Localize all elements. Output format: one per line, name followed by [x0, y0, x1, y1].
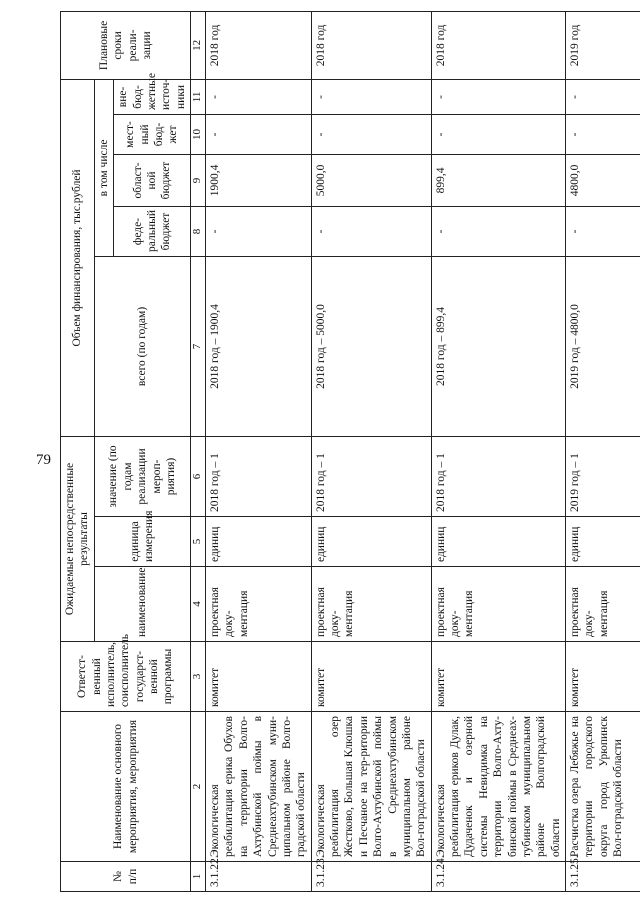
- table-row: [206, 11, 312, 891]
- row-fin-total: 2018 год – 5000,0: [311, 256, 431, 436]
- row-fin-total: 2018 год – 899,4: [431, 256, 565, 436]
- header-fin-local: мест-ный бюд-жет: [114, 114, 191, 154]
- row-fin-regional: 5000,0: [311, 154, 431, 206]
- rotated-table-container: [60, 12, 625, 892]
- row-fin-local: -: [566, 114, 640, 154]
- col-number: 6: [191, 436, 206, 516]
- row-fin-regional: 899,4: [431, 154, 565, 206]
- row-fin-federal: -: [206, 206, 312, 256]
- row-res-name: проектная доку-ментация: [431, 567, 565, 642]
- row-terms: 2018 год: [431, 11, 565, 79]
- col-number: 12: [191, 11, 206, 79]
- table-row: [431, 11, 565, 891]
- row-num: 3.1.22.: [206, 862, 312, 892]
- header-results: Ожидаемые непосредственные результаты: [61, 436, 95, 641]
- header-terms: Плановые сроки реали-зации: [61, 11, 191, 79]
- row-res-unit: единиц: [566, 517, 640, 567]
- table-row: [566, 11, 640, 891]
- row-terms: 2019 год: [566, 11, 640, 79]
- col-number: 11: [191, 79, 206, 114]
- row-name: Экологическая реабилитация ериков Дулак, Дудаченок и озерной системы Невидимка на территории Волго-Ахту-бинской поймы в Среднеах-тубинском муниципальном районе Волгоградской области: [431, 712, 565, 862]
- col-number: 2: [191, 712, 206, 862]
- header-row-1: [61, 11, 95, 891]
- col-number: 10: [191, 114, 206, 154]
- row-res-unit: единиц: [431, 517, 565, 567]
- header-finance: Объем финансирования, тыс.рублей: [61, 79, 95, 436]
- header-res-name: наименование: [94, 567, 190, 642]
- row-executor: комитет: [311, 642, 431, 712]
- header-fin-regional: област-ной бюджет: [114, 154, 191, 206]
- row-res-value: 2018 год – 1: [206, 436, 312, 516]
- row-executor: комитет: [566, 642, 640, 712]
- program-table: [60, 11, 640, 892]
- col-number: 4: [191, 567, 206, 642]
- col-number: 5: [191, 517, 206, 567]
- header-fin-extra: вне-бюд-жетные источ-ники: [114, 79, 191, 114]
- row-fin-local: -: [311, 114, 431, 154]
- row-fin-regional: 1900,4: [206, 154, 312, 206]
- row-res-value: 2018 год – 1: [311, 436, 431, 516]
- col-number: 9: [191, 154, 206, 206]
- header-fin-incl: в том числе: [94, 79, 113, 256]
- row-fin-federal: -: [311, 206, 431, 256]
- row-num: 3.1.23.: [311, 862, 431, 892]
- header-executor: Ответст-венный исполнитель, соисполнитель государст-венной программы: [61, 642, 191, 712]
- row-fin-federal: -: [431, 206, 565, 256]
- header-res-value: значение (по годам реализации мероп-риятия): [94, 436, 190, 516]
- column-numbers-row: [191, 11, 206, 891]
- row-terms: 2018 год: [206, 11, 312, 79]
- row-fin-extra: -: [206, 79, 312, 114]
- row-fin-local: -: [206, 114, 312, 154]
- row-name: Экологическая реабилитация ерика Обухов на территории Волго-Ахтубинской поймы в Среднеахтубинском муни-ципальном районе Волго-градской области: [206, 712, 312, 862]
- row-res-name: проектная доку-ментация: [206, 567, 312, 642]
- header-fin-federal: феде-ральный бюджет: [114, 206, 191, 256]
- row-name: Расчистка озера Лебяжье на территории городского округа город Урюпинск Вол-гоградской области: [566, 712, 640, 862]
- row-fin-extra: -: [566, 79, 640, 114]
- row-fin-extra: -: [311, 79, 431, 114]
- col-number: 3: [191, 642, 206, 712]
- row-num: 3.1.24.: [431, 862, 565, 892]
- row-res-name: проектная доку-ментация: [311, 567, 431, 642]
- row-res-name: проектная доку-ментация: [566, 567, 640, 642]
- col-number: 7: [191, 256, 206, 436]
- header-name: Наименование основного мероприятия, мероприятия: [61, 712, 191, 862]
- row-terms: 2018 год: [311, 11, 431, 79]
- row-fin-total: 2019 год – 4800,0: [566, 256, 640, 436]
- col-number: 1: [191, 862, 206, 892]
- row-res-unit: единиц: [206, 517, 312, 567]
- col-number: 8: [191, 206, 206, 256]
- row-fin-total: 2018 год – 1900,4: [206, 256, 312, 436]
- row-res-value: 2018 год – 1: [431, 436, 565, 516]
- row-res-value: 2019 год – 1: [566, 436, 640, 516]
- row-executor: комитет: [206, 642, 312, 712]
- table-row: [311, 11, 431, 891]
- row-fin-regional: 4800,0: [566, 154, 640, 206]
- row-num: 3.1.25.: [566, 862, 640, 892]
- row-fin-local: -: [431, 114, 565, 154]
- header-num: № п/п: [61, 862, 191, 892]
- row-fin-extra: -: [431, 79, 565, 114]
- row-fin-federal: -: [566, 206, 640, 256]
- row-name: Экологическая реабилитация озер Жестково, Большая Клюшка и Песчаное на тер-ритории Волго-Ахтубинской поймы в Среднеахтубинском муниципальном районе Вол-гоградской области: [311, 712, 431, 862]
- row-res-unit: единиц: [311, 517, 431, 567]
- header-res-unit: единица измерения: [94, 517, 190, 567]
- page-number: 79: [36, 452, 51, 468]
- header-fin-total: всего (по годам): [94, 256, 190, 436]
- row-executor: комитет: [431, 642, 565, 712]
